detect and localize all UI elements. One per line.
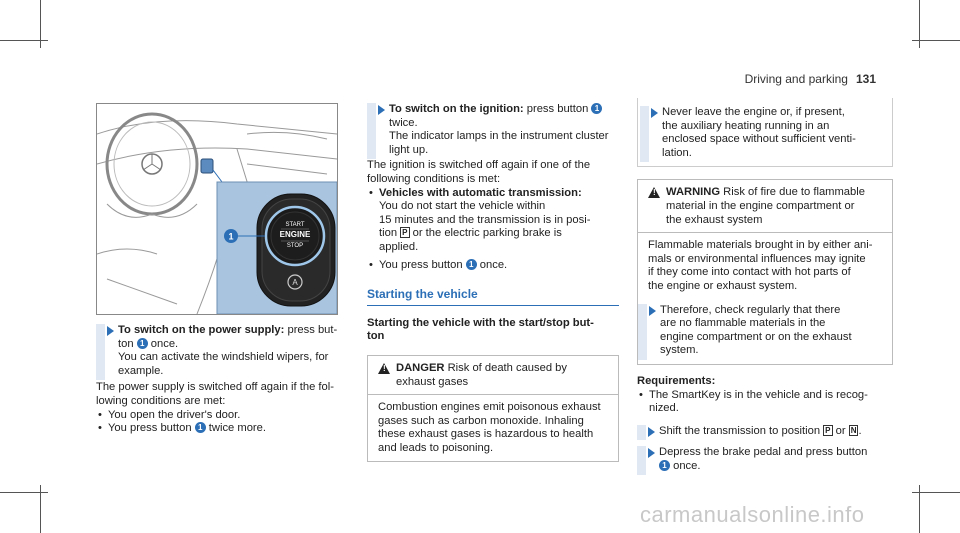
step-arrow-icon (649, 306, 656, 316)
tip-text: lation. (662, 146, 692, 159)
button-label-start: START (285, 222, 305, 228)
page-number: 131 (855, 72, 876, 86)
warning-text: the exhaust system (666, 213, 763, 226)
step-ignition (367, 103, 619, 157)
warning-step-text: Therefore, check regularly that there (660, 303, 841, 316)
start-stop-illustration (96, 103, 338, 315)
warning-body-line: Flammable materials brought in by either ani- (648, 239, 873, 252)
column-1-text (96, 324, 344, 436)
step-text: ton (118, 337, 137, 350)
list-text: once. (476, 258, 508, 271)
subheading-line: ton (367, 330, 385, 343)
step-arrow-icon (648, 427, 655, 437)
subheading-line: Starting the vehicle with the start/stop but- (367, 316, 594, 329)
danger-body-line: Combustion engines emit poisonous exhaust (378, 401, 601, 414)
paragraph-line: The ignition is switched off again if one of the (367, 159, 591, 172)
callout-number: 1 (228, 231, 234, 242)
condition-list (96, 409, 344, 436)
list-text: or the electric parking brake is (409, 227, 562, 240)
step-title: To switch on the ignition: (389, 103, 524, 115)
warning-body (638, 233, 892, 364)
step-text: You can activate the windshield wipers, for (118, 351, 329, 364)
step-text: example. (118, 364, 164, 377)
danger-text: Risk of death caused by (444, 361, 567, 374)
crop-mark (912, 492, 960, 493)
danger-text: exhaust gases (396, 375, 469, 388)
list-text: The SmartKey is in the vehicle and is recog- (649, 388, 868, 401)
column-3-text (637, 98, 893, 473)
paragraph (367, 159, 619, 186)
dashboard-drawing (97, 104, 337, 314)
condition-list (367, 187, 619, 273)
step-text: Shift the transmission to position (659, 424, 824, 437)
step-text: or (832, 424, 849, 437)
list-text: You do not start the vehicle within (379, 200, 546, 213)
paragraph-line: lowing conditions are met: (96, 394, 226, 407)
warning-header (638, 180, 892, 233)
running-header (745, 72, 876, 86)
warning-step-text: engine compartment or on the exhaust (660, 330, 852, 343)
tip-text: enclosed space without sufficient venti- (662, 133, 856, 146)
column-2-text (367, 103, 619, 462)
step-arrow-icon (107, 326, 114, 336)
warning-step (638, 304, 884, 358)
step-power-supply (96, 324, 344, 378)
step-title: To switch on the power supply: (118, 324, 285, 336)
tip-text: the auxiliary heating running in an (662, 119, 830, 132)
step-text: . (858, 424, 862, 437)
danger-label: DANGER (396, 361, 445, 374)
list-title: Vehicles with automatic transmission: (379, 186, 582, 199)
requirements-title: Requirements: (637, 374, 716, 387)
step-text: The indicator lamps in the instrument cluster (389, 130, 609, 143)
callout-badge: 1 (195, 422, 206, 433)
list-text: applied. (379, 240, 419, 253)
callout-badge: 1 (466, 259, 477, 270)
warning-step-text: are no flammable materials in the (660, 317, 826, 330)
button-label-stop: STOP (286, 243, 304, 249)
danger-box (367, 355, 619, 463)
warning-body-line: mals or environmental influences may ignite (648, 252, 866, 265)
list-item (96, 422, 344, 436)
danger-body-line: and leads to poisoning. (378, 441, 494, 454)
warning-title (666, 186, 865, 227)
danger-header (368, 356, 618, 395)
list-text: You press button (379, 258, 466, 271)
danger-body (368, 395, 618, 461)
warning-label: WARNING (666, 186, 721, 199)
warning-triangle-icon: ! (378, 363, 390, 374)
crop-mark (912, 40, 960, 41)
danger-title (396, 362, 567, 389)
callout-badge: 1 (659, 460, 670, 471)
paragraph (96, 381, 344, 408)
step-depress (637, 446, 893, 473)
list-text: nized. (649, 402, 679, 415)
crop-mark (0, 492, 48, 493)
paragraph-line: following conditions is met: (367, 172, 501, 185)
tip-step (640, 106, 884, 160)
step-text: once. (147, 337, 179, 350)
danger-body-line: gases such as carbon monoxide. Inhaling (378, 414, 584, 427)
step-text: press button (523, 103, 592, 115)
list-item: • You open the driver's door. (96, 409, 344, 423)
tip-box (637, 98, 893, 167)
warning-box (637, 179, 893, 365)
step-text: twice. (389, 116, 418, 129)
step-text: light up. (389, 143, 429, 156)
list-item (367, 259, 619, 273)
gear-n-symbol: N (850, 425, 857, 435)
warning-body-line: the engine or exhaust system. (648, 279, 798, 292)
list-text: twice more. (205, 422, 266, 435)
step-arrow-icon (651, 108, 658, 118)
list-item (367, 187, 619, 255)
warning-text: material in the engine compartment or (666, 199, 855, 212)
warning-step-text: system. (660, 344, 699, 357)
step-arrow-icon (648, 448, 655, 458)
paragraph-line: The power supply is switched off again if the fol- (96, 381, 334, 394)
auto-start-stop-glyph: A (292, 278, 298, 287)
section-heading: Starting the vehicle (367, 288, 619, 306)
button-label-engine: ENGINE (279, 230, 311, 239)
requirements-list (637, 389, 893, 416)
gear-p-symbol: P (402, 228, 408, 238)
start-stop-location-marker (201, 159, 213, 173)
step-arrow-icon (378, 105, 385, 115)
step-text: Depress the brake pedal and press button (659, 446, 868, 459)
list-text: 15 minutes and the transmission is in posi- (379, 213, 591, 226)
warning-text: Risk of fire due to flammable (720, 186, 865, 199)
warning-triangle-icon: ! (648, 187, 660, 198)
callout-badge: 1 (591, 103, 602, 114)
callout-badge: 1 (137, 338, 148, 349)
step-text: press but- (284, 324, 338, 336)
list-item (637, 389, 893, 416)
step-text: once. (670, 459, 701, 472)
tip-text: Never leave the engine or, if present, (662, 106, 845, 118)
watermark: carmanualsonline.info (640, 502, 865, 527)
crop-mark (0, 40, 48, 41)
warning-body-line: if they come into contact with hot parts of (648, 266, 851, 279)
list-text: tion (379, 227, 401, 240)
subheading (367, 317, 619, 344)
header-section: Driving and parking (744, 72, 848, 86)
gear-p-symbol: P (825, 425, 831, 435)
list-text: You press button (108, 422, 195, 435)
step-shift (637, 425, 893, 439)
danger-body-line: these exhaust gases is hazardous to health (378, 428, 594, 441)
